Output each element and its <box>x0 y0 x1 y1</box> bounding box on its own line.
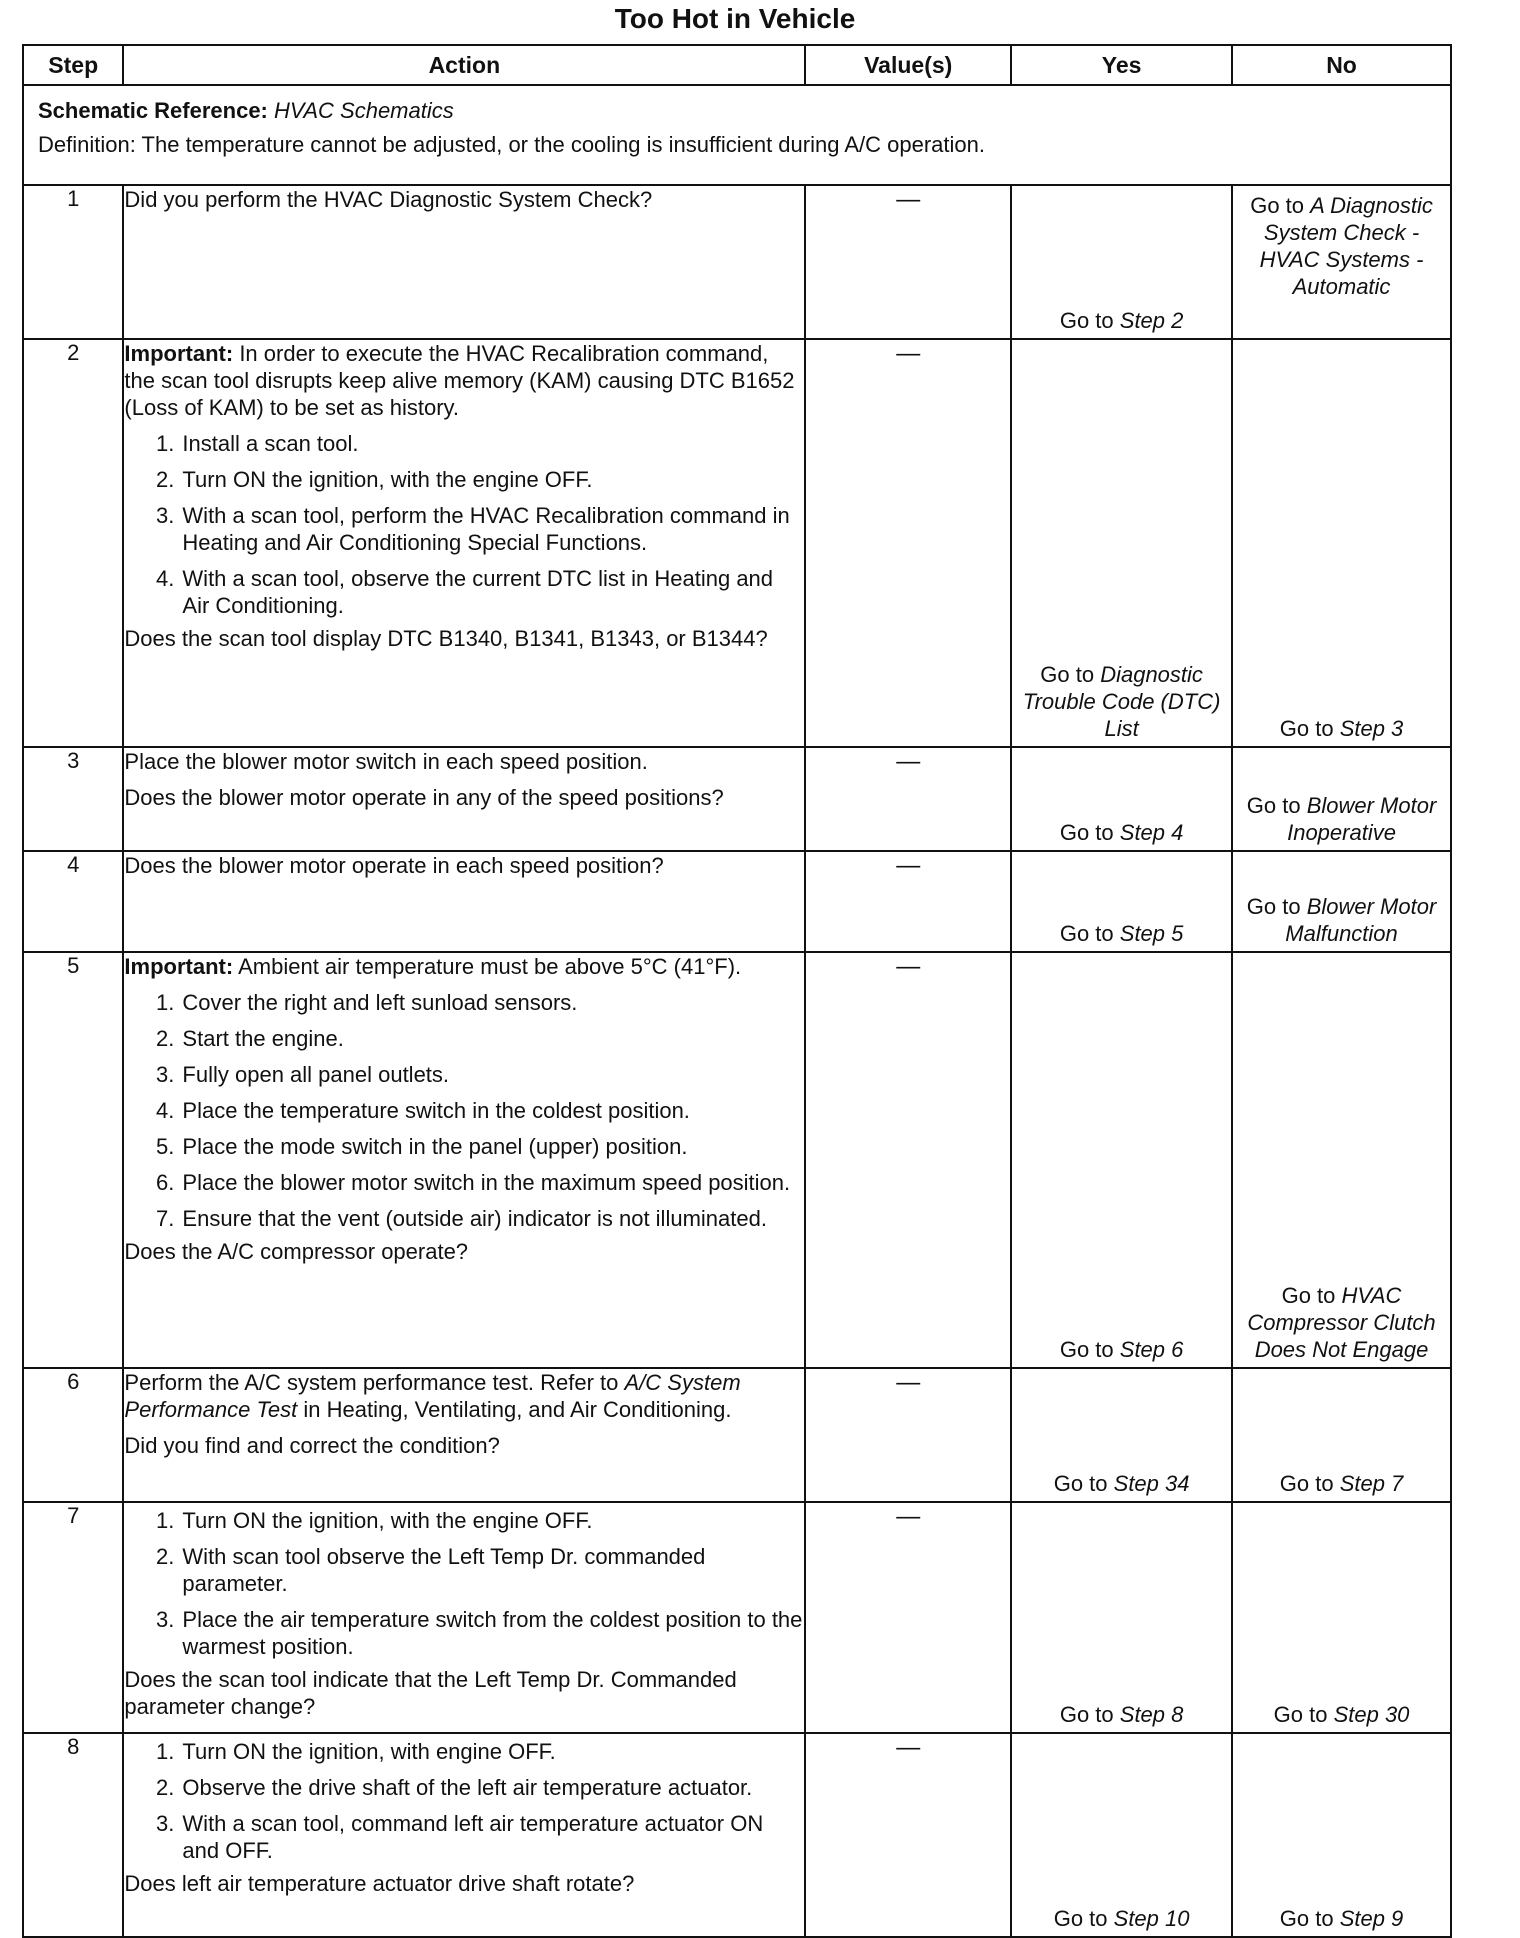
no-link[interactable]: Go to Step 9 <box>1279 1906 1404 1931</box>
step-number: 7 <box>23 1502 123 1733</box>
yes-link[interactable]: Go to Step 6 <box>1059 1337 1184 1362</box>
yes-cell <box>1011 952 1232 1368</box>
question: Does the A/C compressor operate? <box>124 1239 469 1264</box>
question: Does the scan tool indicate that the Left Temp Dr. Commanded parameter change? <box>124 1667 737 1719</box>
list-item: 2. Start the engine. <box>180 1025 804 1052</box>
action-cell <box>123 1368 805 1502</box>
instruction-list <box>124 1738 804 1864</box>
value-cell: — <box>805 1502 1011 1733</box>
question: Does the scan tool display DTC B1340, B1341, B1343, or B1344? <box>124 626 768 651</box>
no-cell <box>1232 185 1451 339</box>
no-cell <box>1232 339 1451 747</box>
instruction-list <box>124 989 804 1232</box>
no-link[interactable]: Go to Blower Motor Inoperative <box>1246 793 1437 845</box>
reference-cell <box>23 85 1451 185</box>
step-number: 2 <box>23 339 123 747</box>
schematic-reference <box>38 94 1436 128</box>
instruction: Perform the A/C system performance test. Refer to A/C System Performance Test in Heating, Ventilating, and Air Conditioning. <box>124 1370 741 1422</box>
table-row <box>23 1368 1451 1502</box>
value-cell: — <box>805 185 1011 339</box>
step-number: 1 <box>23 185 123 339</box>
instruction-list <box>124 1507 804 1660</box>
action-cell <box>123 747 805 851</box>
reference-link[interactable]: A/C System Performance Test <box>124 1370 741 1422</box>
value-cell: — <box>805 339 1011 747</box>
list-item: 2. Observe the drive shaft of the left air temperature actuator. <box>180 1774 804 1801</box>
table-row <box>23 339 1451 747</box>
no-cell <box>1232 1733 1451 1937</box>
instruction-list <box>124 430 804 619</box>
question: Does left air temperature actuator drive shaft rotate? <box>124 1871 635 1896</box>
yes-link[interactable]: Go to Step 2 <box>1059 308 1184 333</box>
yes-cell <box>1011 851 1232 952</box>
table-row <box>23 952 1451 1368</box>
schematic-label: Schematic Reference: <box>38 98 268 123</box>
page-title: Too Hot in Vehicle <box>614 3 856 34</box>
yes-cell <box>1011 339 1232 747</box>
no-cell <box>1232 1368 1451 1502</box>
definition: Definition: The temperature cannot be adjusted, or the cooling is insufficient during A/C operation. <box>38 132 985 157</box>
question: Did you perform the HVAC Diagnostic System Check? <box>124 187 653 212</box>
list-item: 1. Install a scan tool. <box>180 430 804 457</box>
action-cell <box>123 1733 805 1937</box>
list-item: 3. Place the air temperature switch from the coldest position to the warmest position. <box>180 1606 804 1660</box>
no-link[interactable]: Go to Step 30 <box>1273 1702 1410 1727</box>
step-number: 4 <box>23 851 123 952</box>
no-cell <box>1232 1502 1451 1733</box>
no-link[interactable]: Go to Blower Motor Malfunction <box>1246 894 1437 946</box>
list-item: 4. With a scan tool, observe the current DTC list in Heating and Air Conditioning. <box>180 565 804 619</box>
yes-link[interactable]: Go to Step 34 <box>1053 1471 1190 1496</box>
list-item: 3. Fully open all panel outlets. <box>180 1061 804 1088</box>
list-item: 3. With a scan tool, command left air temperature actuator ON and OFF. <box>180 1810 804 1864</box>
no-link[interactable]: Go to Step 7 <box>1279 1471 1404 1496</box>
important-note: Important: In order to execute the HVAC Recalibration command, the scan tool disrupts keep alive memory (KAM) causing DTC B1652 (Loss of KAM) to be set as history. <box>124 341 795 420</box>
step-number: 6 <box>23 1368 123 1502</box>
header-action: Action <box>123 45 805 85</box>
question: Did you find and correct the condition? <box>124 1433 500 1458</box>
yes-cell <box>1011 1368 1232 1502</box>
step-number: 3 <box>23 747 123 851</box>
header-no: No <box>1232 45 1451 85</box>
yes-link[interactable]: Go to Step 5 <box>1059 921 1184 946</box>
header-row <box>23 45 1451 85</box>
instruction: Place the blower motor switch in each speed position. <box>124 749 648 774</box>
yes-cell <box>1011 1502 1232 1733</box>
table-row <box>23 185 1451 339</box>
yes-cell <box>1011 1733 1232 1937</box>
yes-link[interactable]: Go to Diagnostic Trouble Code (DTC) List <box>1022 662 1221 741</box>
action-cell <box>123 1502 805 1733</box>
no-link[interactable]: Go to A Diagnostic System Check - HVAC Systems - Automatic <box>1250 193 1433 299</box>
list-item: 1. Turn ON the ignition, with engine OFF. <box>180 1738 804 1765</box>
table-row <box>23 851 1451 952</box>
value-cell: — <box>805 1368 1011 1502</box>
action-cell <box>123 185 805 339</box>
yes-link[interactable]: Go to Step 10 <box>1053 1906 1190 1931</box>
schematic-link[interactable]: HVAC Schematics <box>274 98 454 123</box>
yes-link[interactable]: Go to Step 4 <box>1059 820 1184 845</box>
header-step: Step <box>23 45 123 85</box>
value-cell: — <box>805 851 1011 952</box>
question: Does the blower motor operate in any of the speed positions? <box>124 785 724 810</box>
question: Does the blower motor operate in each speed position? <box>124 853 664 878</box>
no-cell <box>1232 952 1451 1368</box>
no-link[interactable]: Go to Step 3 <box>1279 716 1404 741</box>
list-item: 4. Place the temperature switch in the coldest position. <box>180 1097 804 1124</box>
step-number: 8 <box>23 1733 123 1937</box>
list-item: 2. Turn ON the ignition, with the engine OFF. <box>180 466 804 493</box>
yes-cell <box>1011 185 1232 339</box>
diagnostic-table <box>22 44 1452 1938</box>
step-number: 5 <box>23 952 123 1368</box>
list-item: 1. Turn ON the ignition, with the engine OFF. <box>180 1507 804 1534</box>
table-row <box>23 1733 1451 1937</box>
important-note: Important: Ambient air temperature must be above 5°C (41°F). <box>124 954 742 979</box>
action-cell <box>123 851 805 952</box>
list-item: 1. Cover the right and left sunload sensors. <box>180 989 804 1016</box>
table-row <box>23 747 1451 851</box>
action-cell <box>123 952 805 1368</box>
list-item: 6. Place the blower motor switch in the maximum speed position. <box>180 1169 804 1196</box>
header-values: Value(s) <box>805 45 1011 85</box>
table-row <box>23 1502 1451 1733</box>
no-cell <box>1232 747 1451 851</box>
value-cell: — <box>805 952 1011 1368</box>
reference-row <box>23 85 1451 185</box>
yes-link[interactable]: Go to Step 8 <box>1059 1702 1184 1727</box>
no-link[interactable]: Go to HVAC Compressor Clutch Does Not Engage <box>1247 1283 1436 1362</box>
list-item: 3. With a scan tool, perform the HVAC Recalibration command in Heating and Air Conditioning Special Functions. <box>180 502 804 556</box>
value-cell: — <box>805 747 1011 851</box>
list-item: 2. With scan tool observe the Left Temp Dr. commanded parameter. <box>180 1543 804 1597</box>
value-cell: — <box>805 1733 1011 1937</box>
list-item: 7. Ensure that the vent (outside air) indicator is not illuminated. <box>180 1205 804 1232</box>
action-cell <box>123 339 805 747</box>
header-yes: Yes <box>1011 45 1232 85</box>
no-cell <box>1232 851 1451 952</box>
list-item: 5. Place the mode switch in the panel (upper) position. <box>180 1133 804 1160</box>
yes-cell <box>1011 747 1232 851</box>
